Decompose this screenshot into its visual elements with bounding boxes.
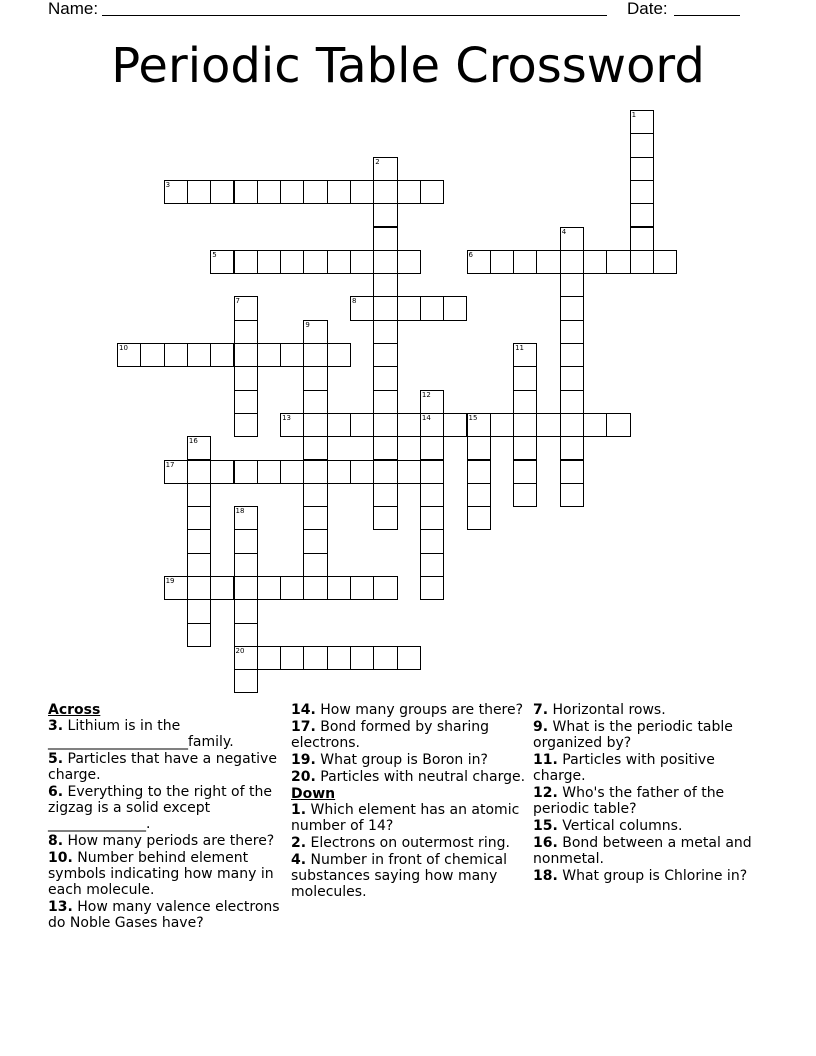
grid-cell[interactable] xyxy=(234,390,258,414)
clue-text: Particles that have a negative charge. xyxy=(48,751,277,783)
clue-text: What group is Chlorine in? xyxy=(562,868,748,884)
clue-number: 8. xyxy=(48,833,64,849)
grid-cell[interactable] xyxy=(397,180,421,204)
across-clue xyxy=(291,769,526,785)
grid-cell[interactable] xyxy=(234,553,258,577)
across-heading: Across xyxy=(48,702,101,718)
grid-cell[interactable] xyxy=(280,250,304,274)
clue-number: 18. xyxy=(533,868,558,884)
grid-cell[interactable] xyxy=(397,646,421,670)
down-clue xyxy=(291,835,526,851)
grid-cell[interactable] xyxy=(467,483,491,507)
grid-cell[interactable] xyxy=(373,506,397,530)
grid-cell[interactable] xyxy=(490,250,514,274)
clue-number-10: 10 xyxy=(119,344,128,352)
clue-number-20: 20 xyxy=(235,646,245,655)
grid-cell[interactable] xyxy=(234,599,258,623)
grid-cell[interactable] xyxy=(303,250,327,274)
clue-number-4: 4 xyxy=(561,227,567,236)
grid-cell[interactable] xyxy=(234,529,258,553)
grid-cell[interactable] xyxy=(373,203,397,227)
clue-number-6: 6 xyxy=(468,250,473,259)
grid-cell[interactable] xyxy=(257,576,281,600)
clue-text: Vertical columns. xyxy=(562,818,683,834)
grid-cell[interactable] xyxy=(560,296,584,320)
down-clue xyxy=(533,719,768,751)
grid-cell[interactable] xyxy=(303,506,327,530)
grid-cell[interactable] xyxy=(350,250,374,274)
grid-cell[interactable] xyxy=(513,413,537,437)
clue-number-12: 12 xyxy=(421,390,431,399)
clue-number-8: 8 xyxy=(352,297,357,306)
date-blank-line[interactable] xyxy=(674,15,740,16)
name-blank-line[interactable] xyxy=(102,15,607,16)
grid-cell[interactable] xyxy=(234,623,258,647)
down-clue xyxy=(533,702,768,718)
clue-number-5: 5 xyxy=(212,250,217,259)
clue-number: 11. xyxy=(533,752,558,768)
grid-cell[interactable] xyxy=(303,436,327,460)
grid-cell[interactable] xyxy=(513,390,537,414)
grid-cell[interactable] xyxy=(327,460,351,484)
grid-cell[interactable] xyxy=(513,483,537,507)
grid-cell[interactable] xyxy=(467,436,491,460)
clue-number: 2. xyxy=(291,835,307,851)
grid-cell[interactable] xyxy=(303,413,327,437)
grid-cell[interactable] xyxy=(513,366,537,390)
grid-cell[interactable] xyxy=(373,227,397,251)
clue-number-15: 15 xyxy=(468,413,478,422)
grid-cell[interactable] xyxy=(630,250,654,274)
clue-text: How many periods are there? xyxy=(67,833,275,849)
clue-number: 3. xyxy=(48,718,64,734)
grid-cell[interactable] xyxy=(420,553,444,577)
clue-text: What group is Boron in? xyxy=(320,752,488,768)
clue-text: Electrons on outermost ring. xyxy=(310,835,510,851)
clue-number: 19. xyxy=(291,752,316,768)
grid-cell[interactable] xyxy=(280,460,304,484)
across-clue xyxy=(48,833,283,849)
grid-cell[interactable] xyxy=(536,413,560,437)
grid-cell[interactable] xyxy=(303,553,327,577)
grid-cell[interactable] xyxy=(327,413,351,437)
clue-number: 14. xyxy=(291,702,316,718)
grid-cell[interactable] xyxy=(234,669,258,693)
grid-cell[interactable] xyxy=(560,273,584,297)
across-clue xyxy=(291,719,526,751)
grid-cell[interactable] xyxy=(397,250,421,274)
grid-cell[interactable] xyxy=(560,343,584,367)
clue-number-19: 19 xyxy=(165,577,175,585)
grid-cell[interactable] xyxy=(467,460,491,484)
grid-cell[interactable] xyxy=(303,180,327,204)
grid-cell[interactable] xyxy=(350,180,374,204)
grid-cell[interactable] xyxy=(373,436,397,460)
clue-text: Number in front of chemical substances saying how many molecules. xyxy=(291,852,507,900)
page-title: Periodic Table Crossword xyxy=(111,38,705,94)
grid-cell[interactable] xyxy=(420,296,444,320)
grid-cell[interactable] xyxy=(234,180,258,204)
grid-cell[interactable] xyxy=(630,157,654,181)
grid-cell[interactable] xyxy=(606,413,630,437)
grid-cell[interactable] xyxy=(630,227,654,251)
grid-cell[interactable] xyxy=(327,180,351,204)
grid-cell[interactable] xyxy=(257,343,281,367)
grid-cell[interactable] xyxy=(513,436,537,460)
grid-cell[interactable] xyxy=(513,460,537,484)
clue-number: 12. xyxy=(533,785,558,801)
grid-cell[interactable] xyxy=(350,460,374,484)
across-clue xyxy=(48,899,283,931)
down-clue xyxy=(533,835,768,867)
grid-cell[interactable] xyxy=(373,366,397,390)
grid-cell[interactable] xyxy=(280,343,304,367)
grid-cell[interactable] xyxy=(373,390,397,414)
grid-cell[interactable] xyxy=(373,483,397,507)
grid-cell[interactable] xyxy=(420,506,444,530)
grid-cell[interactable] xyxy=(420,460,444,484)
grid-cell[interactable] xyxy=(443,413,467,437)
grid-cell[interactable] xyxy=(187,483,211,507)
clue-number: 4. xyxy=(291,852,307,868)
grid-cell[interactable] xyxy=(373,343,397,367)
clue-number-18: 18 xyxy=(235,507,245,516)
grid-cell[interactable] xyxy=(373,320,397,344)
grid-cell[interactable] xyxy=(560,460,584,484)
across-clue xyxy=(48,718,283,750)
clue-text: Which element has an atomic number of 14? xyxy=(291,802,520,834)
grid-cell[interactable] xyxy=(280,180,304,204)
grid-cell[interactable] xyxy=(350,413,374,437)
clue-text: Particles with neutral charge. xyxy=(320,769,526,785)
clue-text: What is the periodic table organized by? xyxy=(533,719,733,751)
grid-cell[interactable] xyxy=(350,576,374,600)
grid-cell[interactable] xyxy=(303,529,327,553)
grid-cell[interactable] xyxy=(327,250,351,274)
grid-cell[interactable] xyxy=(303,460,327,484)
grid-cell[interactable] xyxy=(234,413,258,437)
across-clue xyxy=(48,751,283,783)
clue-number: 15. xyxy=(533,818,558,834)
grid-cell[interactable] xyxy=(303,576,327,600)
down-clue xyxy=(533,818,768,834)
grid-cell[interactable] xyxy=(420,483,444,507)
clue-number-7: 7 xyxy=(235,297,240,306)
grid-cell[interactable] xyxy=(560,483,584,507)
grid-cell[interactable] xyxy=(420,576,444,600)
grid-cell[interactable] xyxy=(210,180,234,204)
grid-cell[interactable] xyxy=(210,460,234,484)
grid-cell[interactable] xyxy=(397,296,421,320)
name-label: Name: xyxy=(48,0,99,18)
clue-number-11: 11 xyxy=(515,344,525,352)
grid-cell[interactable] xyxy=(280,576,304,600)
grid-cell[interactable] xyxy=(234,460,258,484)
clue-text: Who's the father of the periodic table? xyxy=(533,785,725,817)
grid-cell[interactable] xyxy=(257,250,281,274)
grid-cell[interactable] xyxy=(420,180,444,204)
clue-text: How many valence electrons do Noble Gases have? xyxy=(48,899,280,931)
across-clue xyxy=(291,752,526,768)
grid-cell[interactable] xyxy=(187,460,211,484)
grid-cell[interactable] xyxy=(327,576,351,600)
grid-cell[interactable] xyxy=(257,646,281,670)
grid-cell[interactable] xyxy=(373,180,397,204)
grid-cell[interactable] xyxy=(187,506,211,530)
grid-cell[interactable] xyxy=(327,646,351,670)
grid-cell[interactable] xyxy=(373,460,397,484)
down-heading: Down xyxy=(291,786,336,802)
grid-cell[interactable] xyxy=(373,273,397,297)
grid-cell[interactable] xyxy=(234,366,258,390)
grid-cell[interactable] xyxy=(303,343,327,367)
clue-text: Lithium is in the ____________________family. xyxy=(48,718,234,750)
grid-cell[interactable] xyxy=(373,296,397,320)
grid-cell[interactable] xyxy=(560,390,584,414)
across-clue xyxy=(48,850,283,898)
grid-cell[interactable] xyxy=(164,343,188,367)
grid-cell[interactable] xyxy=(420,436,444,460)
grid-cell[interactable] xyxy=(350,646,374,670)
grid-cell[interactable] xyxy=(373,413,397,437)
grid-cell[interactable] xyxy=(560,320,584,344)
grid-cell[interactable] xyxy=(373,646,397,670)
grid-cell[interactable] xyxy=(583,413,607,437)
grid-cell[interactable] xyxy=(210,343,234,367)
grid-cell[interactable] xyxy=(420,529,444,553)
grid-cell[interactable] xyxy=(630,180,654,204)
clue-number: 7. xyxy=(533,702,549,718)
clue-text: Everything to the right of the zigzag is a solid except ______________. xyxy=(48,784,272,832)
clue-number: 13. xyxy=(48,899,73,915)
clue-number-9: 9 xyxy=(305,320,310,329)
clue-text: Bond between a metal and nonmetal. xyxy=(533,835,752,867)
grid-cell[interactable] xyxy=(303,390,327,414)
grid-cell[interactable] xyxy=(234,576,258,600)
grid-cell[interactable] xyxy=(187,599,211,623)
grid-cell[interactable] xyxy=(560,436,584,460)
grid-cell[interactable] xyxy=(303,483,327,507)
grid-cell[interactable] xyxy=(280,646,304,670)
grid-cell[interactable] xyxy=(303,366,327,390)
grid-cell[interactable] xyxy=(630,133,654,157)
clues-column-3 xyxy=(533,702,768,885)
grid-cell[interactable] xyxy=(327,343,351,367)
clues-column-2 xyxy=(291,702,526,901)
grid-cell[interactable] xyxy=(397,460,421,484)
grid-cell[interactable] xyxy=(257,460,281,484)
clue-number-17: 17 xyxy=(165,460,175,469)
clue-number: 5. xyxy=(48,751,64,767)
clue-number-3: 3 xyxy=(165,180,171,189)
clue-number: 10. xyxy=(48,850,73,866)
grid-cell[interactable] xyxy=(187,343,211,367)
grid-cell[interactable] xyxy=(443,296,467,320)
clue-number-1: 1 xyxy=(631,111,637,119)
clues-column-1 xyxy=(48,702,283,932)
down-clue xyxy=(533,868,768,884)
grid-cell[interactable] xyxy=(234,320,258,344)
down-clue xyxy=(291,852,526,900)
clue-number-13: 13 xyxy=(282,413,292,422)
down-clue xyxy=(533,785,768,817)
clue-number: 20. xyxy=(291,769,316,785)
clue-text: How many groups are there? xyxy=(320,702,524,718)
down-clue xyxy=(533,752,768,784)
grid-cell[interactable] xyxy=(513,250,537,274)
clue-number: 16. xyxy=(533,835,558,851)
grid-cell[interactable] xyxy=(373,576,397,600)
grid-cell[interactable] xyxy=(630,203,654,227)
grid-cell[interactable] xyxy=(560,413,584,437)
grid-cell[interactable] xyxy=(234,343,258,367)
grid-cell[interactable] xyxy=(467,506,491,530)
grid-cell[interactable] xyxy=(187,553,211,577)
clue-text: Horizontal rows. xyxy=(552,702,666,718)
grid-cell[interactable] xyxy=(234,250,258,274)
clue-text: Particles with positive charge. xyxy=(533,752,715,784)
grid-cell[interactable] xyxy=(373,250,397,274)
clue-number: 1. xyxy=(291,802,307,818)
grid-cell[interactable] xyxy=(187,623,211,647)
grid-cell[interactable] xyxy=(560,250,584,274)
grid-cell[interactable] xyxy=(583,250,607,274)
grid-cell[interactable] xyxy=(187,180,211,204)
clue-number: 6. xyxy=(48,784,64,800)
grid-cell[interactable] xyxy=(187,576,211,600)
grid-cell[interactable] xyxy=(653,250,677,274)
grid-cell[interactable] xyxy=(490,413,514,437)
grid-cell[interactable] xyxy=(606,250,630,274)
clue-number: 17. xyxy=(291,719,316,735)
date-label: Date: xyxy=(627,0,668,18)
grid-cell[interactable] xyxy=(140,343,164,367)
clue-number: 9. xyxy=(533,719,549,735)
grid-cell[interactable] xyxy=(187,529,211,553)
grid-cell[interactable] xyxy=(257,180,281,204)
grid-cell[interactable] xyxy=(397,413,421,437)
clue-text: Bond formed by sharing electrons. xyxy=(291,719,490,751)
down-clue xyxy=(291,802,526,834)
grid-cell[interactable] xyxy=(210,576,234,600)
across-clue xyxy=(48,784,283,832)
clue-text: Number behind element symbols indicating how many in each molecule. xyxy=(48,850,274,898)
clue-number-16: 16 xyxy=(188,437,198,446)
clue-number-2: 2 xyxy=(375,157,380,166)
clue-number-14: 14 xyxy=(421,413,431,422)
grid-cell[interactable] xyxy=(560,366,584,390)
across-clue xyxy=(291,702,526,718)
grid-cell[interactable] xyxy=(303,646,327,670)
grid-cell[interactable] xyxy=(536,250,560,274)
